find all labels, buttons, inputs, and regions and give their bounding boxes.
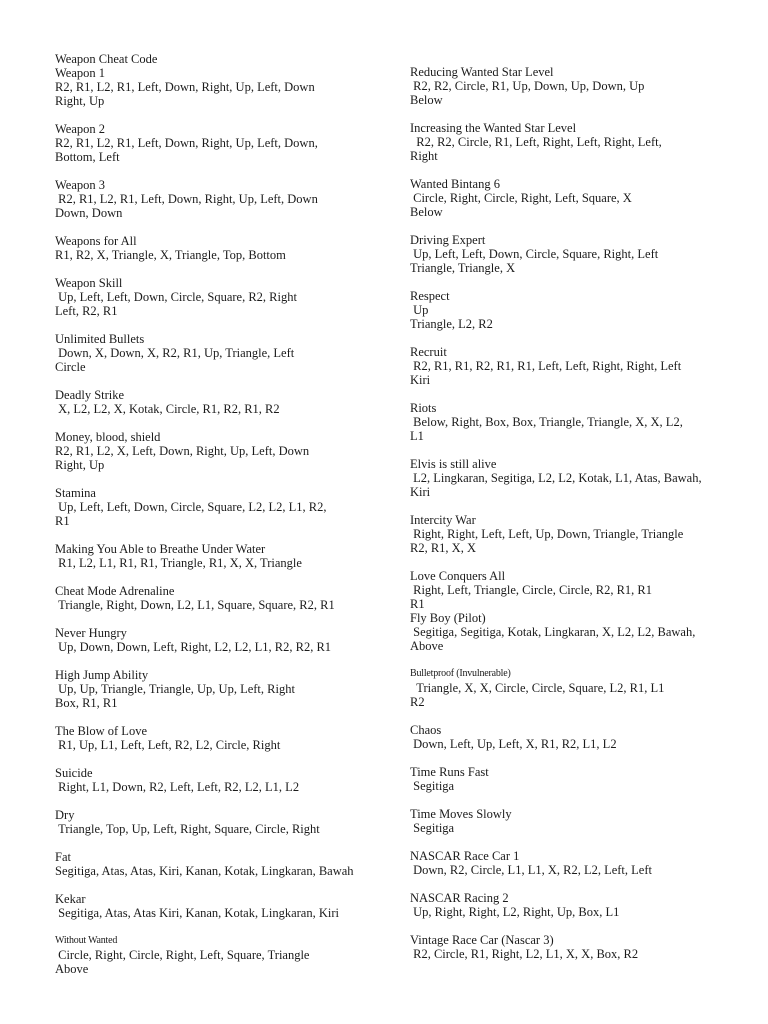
cheat-text-line: Respect <box>410 289 450 303</box>
cheat-text-line: R1, R2, X, Triangle, X, Triangle, Top, Bottom <box>55 248 286 262</box>
cheat-text-line: R1, L2, L1, R1, R1, Triangle, R1, X, X, Triangle <box>55 556 302 570</box>
cheat-entry <box>55 486 405 528</box>
cheat-text-line: R2, R1, L2, X, Left, Down, Right, Up, Left, Down <box>55 444 310 458</box>
cheat-text-line: Triangle, X, X, Circle, Circle, Square, L2, R1, L1 <box>410 681 665 695</box>
cheat-entry <box>55 584 405 612</box>
cheat-entry <box>55 892 405 920</box>
cheat-entry <box>410 891 760 919</box>
document-column-right <box>410 65 760 975</box>
cheat-text-line: Weapon Cheat Code <box>55 52 158 66</box>
cheat-entry <box>55 430 405 472</box>
cheat-entry <box>410 457 760 499</box>
cheat-text-line: R2, R1, L2, R1, Left, Down, Right, Up, Left, Down <box>55 192 318 206</box>
cheat-text-line: Weapons for All <box>55 234 137 248</box>
cheat-text-line: L1 <box>410 429 424 443</box>
cheat-entry <box>55 52 405 108</box>
cheat-entry <box>55 808 405 836</box>
cheat-text-line: Reducing Wanted Star Level <box>410 65 554 79</box>
cheat-text-line: Kiri <box>410 373 431 387</box>
cheat-text-line: Triangle, Right, Down, L2, L1, Square, Square, R2, R1 <box>55 598 335 612</box>
cheat-text-line: R1 <box>410 597 425 611</box>
cheat-text-line: Driving Expert <box>410 233 486 247</box>
cheat-text-line: Up, Down, Down, Left, Right, L2, L2, L1, R2, R2, R1 <box>55 640 332 654</box>
cheat-entry <box>55 850 405 878</box>
cheat-text-line: Up, Right, Right, L2, Right, Up, Box, L1 <box>410 905 620 919</box>
cheat-entry <box>410 233 760 275</box>
cheat-text-line: Below <box>410 205 443 219</box>
cheat-text-line: Chaos <box>410 723 442 737</box>
cheat-text-line: Left, R2, R1 <box>55 304 118 318</box>
cheat-entry <box>55 724 405 752</box>
cheat-text-line: Down, Down <box>55 206 123 220</box>
cheat-entry <box>410 289 760 331</box>
cheat-text-line: Right, L1, Down, R2, Left, Left, R2, L2, L1, L2 <box>55 780 300 794</box>
cheat-text-line: Up, Left, Left, Down, Circle, Square, R2, Right <box>55 290 297 304</box>
cheat-text-line: Weapon 1 <box>55 66 106 80</box>
cheat-entry <box>55 234 405 262</box>
cheat-entry <box>410 345 760 387</box>
cheat-text-line: Fly Boy (Pilot) <box>410 611 486 625</box>
cheat-entry <box>410 807 760 835</box>
cheat-text-line: Cheat Mode Adrenaline <box>55 584 175 598</box>
cheat-text-line: L2, Lingkaran, Segitiga, L2, L2, Kotak, L1, Atas, Bawah, <box>410 471 702 485</box>
cheat-text-line: Weapon 3 <box>55 178 106 192</box>
cheat-entry <box>55 122 405 164</box>
cheat-entry <box>55 332 405 374</box>
cheat-entry <box>410 401 760 443</box>
cheat-text-line: R2 <box>410 695 425 709</box>
cheat-text-line: High Jump Ability <box>55 668 149 682</box>
document-column-left <box>55 52 405 990</box>
cheat-text-line: Riots <box>410 401 437 415</box>
cheat-text-line: Down, R2, Circle, L1, L1, X, R2, L2, Left, Left <box>410 863 652 877</box>
cheat-entry <box>55 626 405 654</box>
cheat-text-line: NASCAR Race Car 1 <box>410 849 520 863</box>
cheat-entry <box>410 667 760 709</box>
cheat-text-line: Time Moves Slowly <box>410 807 512 821</box>
cheat-text-line: Segitiga, Segitiga, Kotak, Lingkaran, X, L2, L2, Bawah, <box>410 625 696 639</box>
cheat-text-line: Triangle, L2, R2 <box>410 317 493 331</box>
cheat-text-line: Wanted Bintang 6 <box>410 177 500 191</box>
cheat-entry <box>410 65 760 107</box>
cheat-text-line: Above <box>410 639 444 653</box>
cheat-entry <box>410 723 760 751</box>
cheat-text-line: Weapon Skill <box>55 276 123 290</box>
cheat-text-line: R2, R1, L2, R1, Left, Down, Right, Up, Left, Down, <box>55 136 318 150</box>
cheat-text-line: Triangle, Triangle, X <box>410 261 516 275</box>
cheat-text-line: Segitiga, Atas, Atas Kiri, Kanan, Kotak, Lingkaran, Kiri <box>55 906 339 920</box>
cheat-text-line: Segitiga, Atas, Atas, Kiri, Kanan, Kotak, Lingkaran, Bawah <box>55 864 354 878</box>
cheat-text-line: Box, R1, R1 <box>55 696 118 710</box>
cheat-entry <box>55 542 405 570</box>
cheat-text-line: Segitiga <box>410 779 455 793</box>
cheat-text-line: Below <box>410 93 443 107</box>
cheat-text-line: Down, Left, Up, Left, X, R1, R2, L1, L2 <box>410 737 617 751</box>
cheat-text-line: Vintage Race Car (Nascar 3) <box>410 933 554 947</box>
cheat-entry <box>55 766 405 794</box>
cheat-text-line: Right, Right, Left, Left, Up, Down, Triangle, Triangle <box>410 527 684 541</box>
cheat-text-line: R2, R1, R1, R2, R1, R1, Left, Left, Right, Right, Left <box>410 359 682 373</box>
cheat-entry <box>410 121 760 163</box>
cheat-entry <box>55 934 405 976</box>
cheat-text-line: Money, blood, shield <box>55 430 161 444</box>
cheat-entry-title-condensed: Without Wanted <box>55 935 118 946</box>
cheat-text-line: Love Conquers All <box>410 569 506 583</box>
cheat-text-line: Circle, Right, Circle, Right, Left, Square, X <box>410 191 632 205</box>
cheat-entry <box>410 177 760 219</box>
cheat-text-line: Making You Able to Breathe Under Water <box>55 542 266 556</box>
cheat-entry <box>410 933 760 961</box>
cheat-text-line: Bottom, Left <box>55 150 120 164</box>
cheat-text-line: Right <box>410 149 438 163</box>
cheat-text-line: Intercity War <box>410 513 476 527</box>
cheat-text-line: Up, Left, Left, Down, Circle, Square, Right, Left <box>410 247 659 261</box>
cheat-text-line: X, L2, L2, X, Kotak, Circle, R1, R2, R1, R2 <box>55 402 280 416</box>
cheat-text-line: R2, Circle, R1, Right, L2, L1, X, X, Box, R2 <box>410 947 639 961</box>
cheat-text-line: R2, R2, Circle, R1, Left, Right, Left, Right, Left, <box>410 135 662 149</box>
cheat-text-line: The Blow of Love <box>55 724 147 738</box>
cheat-text-line: Suicide <box>55 766 93 780</box>
cheat-text-line: Circle, Right, Circle, Right, Left, Square, Triangle <box>55 948 310 962</box>
cheat-text-line: Dry <box>55 808 75 822</box>
cheat-text-line: Kekar <box>55 892 86 906</box>
cheat-text-line: Up <box>410 303 429 317</box>
cheat-text-line: Recruit <box>410 345 447 359</box>
cheat-text-line: Triangle, Top, Up, Left, Right, Square, Circle, Right <box>55 822 320 836</box>
cheat-text-line: Right, Up <box>55 458 105 472</box>
cheat-entry-title-condensed: Bulletproof (Invulnerable) <box>410 668 511 679</box>
cheat-text-line: Down, X, Down, X, R2, R1, Up, Triangle, Left <box>55 346 295 360</box>
cheat-text-line: R2, R1, X, X <box>410 541 476 555</box>
cheat-text-line: Weapon 2 <box>55 122 106 136</box>
cheat-text-line: Right, Up <box>55 94 105 108</box>
cheat-text-line: Deadly Strike <box>55 388 125 402</box>
cheat-text-line: Unlimited Bullets <box>55 332 145 346</box>
cheat-entry <box>410 765 760 793</box>
cheat-entry <box>55 178 405 220</box>
cheat-text-line: Increasing the Wanted Star Level <box>410 121 577 135</box>
cheat-text-line: Stamina <box>55 486 96 500</box>
cheat-text-line: Fat <box>55 850 71 864</box>
cheat-text-line: Circle <box>55 360 86 374</box>
cheat-entry <box>410 513 760 555</box>
cheat-text-line: R1, Up, L1, Left, Left, R2, L2, Circle, Right <box>55 738 281 752</box>
cheat-entry <box>55 388 405 416</box>
cheat-text-line: Segitiga <box>410 821 455 835</box>
cheat-text-line: Above <box>55 962 89 976</box>
cheat-text-line: Up, Left, Left, Down, Circle, Square, L2, L2, L1, R2, <box>55 500 327 514</box>
cheat-entry <box>55 276 405 318</box>
cheat-text-line: Right, Left, Triangle, Circle, Circle, R2, R1, R1 <box>410 583 652 597</box>
cheat-text-line: Below, Right, Box, Box, Triangle, Triangle, X, X, L2, <box>410 415 683 429</box>
cheat-text-line: Time Runs Fast <box>410 765 489 779</box>
cheat-text-line: R1 <box>55 514 70 528</box>
cheat-text-line: NASCAR Racing 2 <box>410 891 509 905</box>
cheat-text-line: Kiri <box>410 485 431 499</box>
cheat-text-line: Up, Up, Triangle, Triangle, Up, Up, Left, Right <box>55 682 295 696</box>
cheat-text-line: Elvis is still alive <box>410 457 497 471</box>
cheat-text-line: R2, R1, L2, R1, Left, Down, Right, Up, Left, Down <box>55 80 315 94</box>
cheat-text-line: Never Hungry <box>55 626 127 640</box>
cheat-text-line: R2, R2, Circle, R1, Up, Down, Up, Down, Up <box>410 79 645 93</box>
cheat-entry <box>410 569 760 653</box>
cheat-entry <box>55 668 405 710</box>
cheat-entry <box>410 849 760 877</box>
